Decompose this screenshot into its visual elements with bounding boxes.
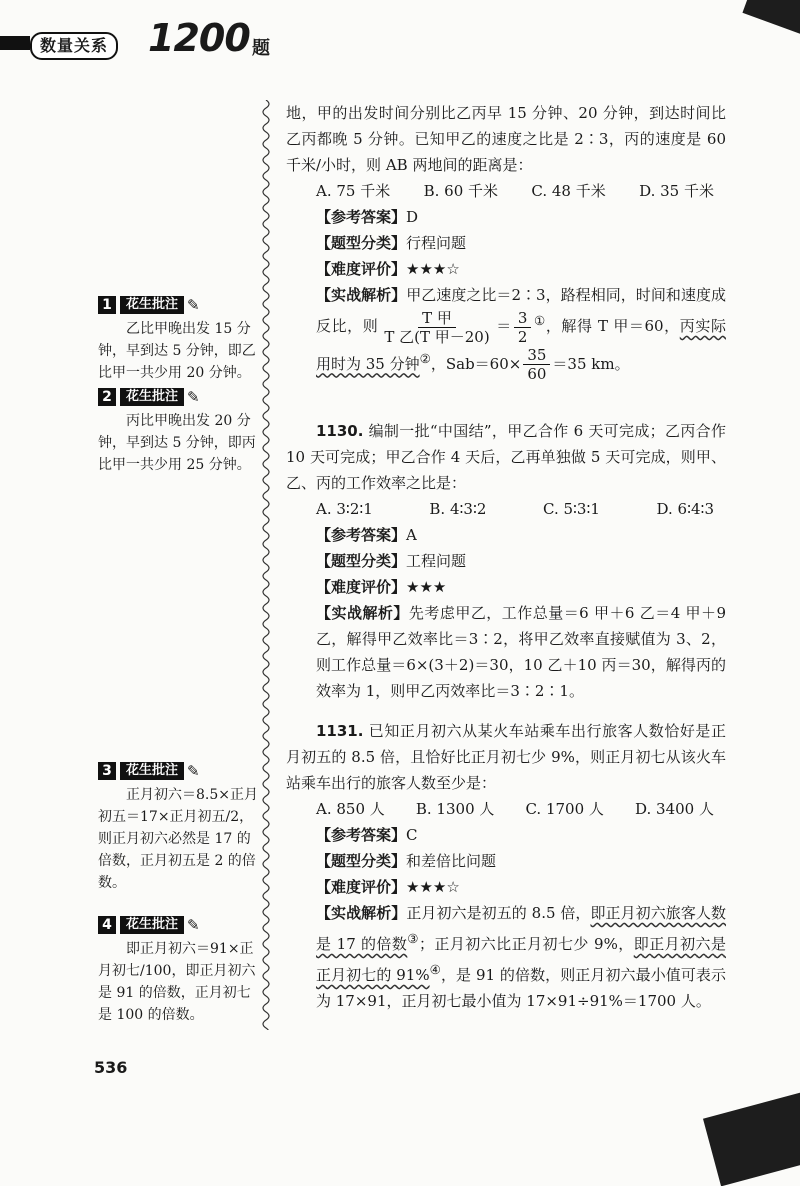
option-d: D. 3400 人 (635, 800, 714, 818)
note-number: 3 (98, 762, 116, 780)
peanut-pen-icon: ✎ (187, 762, 200, 780)
page-bottom-shadow (703, 1088, 800, 1186)
option-c: C. 48 千米 (531, 182, 606, 200)
answer-label: 【参考答案】 (316, 826, 407, 844)
question-text: 已知正月初六从某火车站乘车出行旅客人数恰好是正月初五的 8.5 倍，且恰好比正月初七少 9%，则正月初七从该火车站乘车出行的旅客人数至少是： (286, 722, 726, 792)
answer-label: 【参考答案】 (316, 526, 407, 544)
answer-value: D (406, 208, 419, 226)
question-text: 编制一批“中国结”，甲乙合作 6 天可完成；乙丙合作 10 天可完成；甲乙合作 4 天后，乙再单独做 5 天可完成，则甲、乙、丙的工作效率之比是： (286, 422, 726, 492)
difficulty-row (286, 574, 726, 600)
analysis-wavy: 丙实际用时为 35 分钟 (316, 317, 726, 373)
fraction-distance (523, 346, 550, 383)
note-title: 花生批注 (120, 762, 184, 780)
type-row (286, 848, 726, 874)
type-row (286, 548, 726, 574)
analysis-label: 【实战解析】 (316, 604, 409, 622)
type-label: 【题型分类】 (316, 234, 407, 252)
header-label: 数量关系 (30, 32, 118, 60)
question-1131 (286, 718, 726, 1014)
analysis-text-b: ；正月初六比正月初七少 9%， (418, 935, 634, 953)
fraction-numerator: T 甲 (418, 309, 456, 328)
fraction-denominator: T 乙(T 甲－20) (384, 327, 490, 346)
answer-value: A (406, 526, 417, 544)
question-1130 (286, 418, 726, 704)
sidebar-note-1 (98, 294, 260, 384)
analysis-label: 【实战解析】 (316, 286, 407, 304)
question-number: 1130. (316, 422, 364, 440)
fraction-denominator: 2 (517, 327, 528, 346)
analysis-row: 【实战解析】甲乙速度之比＝2∶3，路程相同，时间和速度成反比，则 $\frac{\text{T 甲}}{\text{T 乙(T 甲－20)}}$ ＝ $\frac{3}{2}$ ①，解得 T 甲＝60，丙实际用时为 35 分钟②，Sab＝60× $\frac{35}{60}$ ＝35 km。 (316, 286, 726, 383)
sidebar-note-4 (98, 914, 260, 1026)
type-label: 【题型分类】 (316, 852, 407, 870)
analysis-label: 【实战解析】 (316, 904, 407, 922)
option-b: B. 4∶3∶2 (429, 500, 487, 518)
note-title: 花生批注 (120, 916, 184, 934)
note-ref-3: ③ (407, 931, 419, 946)
option-c: C. 1700 人 (525, 800, 604, 818)
analysis-wavy-2: 即正月初六是正月初七的 91% (316, 935, 726, 984)
fraction-numerator: 35 (523, 346, 550, 365)
difficulty-label: 【难度评价】 (316, 260, 407, 278)
note-text: 丙比甲晚出发 20 分钟，早到达 5 分钟，即丙比甲一共少用 25 分钟。 (98, 413, 256, 473)
analysis-text-a: 正月初六是初五的 8.5 倍， (406, 904, 591, 922)
analysis-text-a: 甲乙速度之比＝2∶3，路程相同，时间和速度成反比，则 (316, 286, 726, 335)
option-a: A. 3∶2∶1 (316, 500, 373, 518)
option-d: D. 35 千米 (639, 182, 714, 200)
note-number: 4 (98, 916, 116, 934)
note-head (98, 760, 260, 782)
note-ref-4: ④ (429, 962, 441, 977)
fraction-denominator: 60 (527, 365, 547, 383)
question-stem (286, 418, 726, 496)
type-value: 工程问题 (406, 552, 467, 570)
note-head (98, 294, 260, 316)
answer-value: C (406, 826, 418, 844)
type-value: 行程问题 (406, 234, 467, 252)
peanut-pen-icon: ✎ (187, 296, 200, 314)
difficulty-label: 【难度评价】 (316, 578, 407, 596)
column-divider (258, 100, 274, 1030)
difficulty-stars: ★★★ (406, 578, 447, 596)
note-text: 正月初六＝8.5×正月初五＝17×正月初五/2，则正月初六必然是 17 的倍数，正月初五是 2 的倍数。 (98, 787, 258, 891)
analysis-row (286, 600, 726, 704)
type-row (286, 230, 726, 256)
note-title: 花生批注 (120, 388, 184, 406)
analysis-text-b: ，解得 T 甲＝60， (545, 317, 680, 335)
question-1129 (286, 100, 726, 383)
sidebar-note-2 (98, 386, 260, 476)
note-text: 乙比甲晚出发 15 分钟，早到达 5 分钟，即乙比甲一共少用 20 分钟。 (98, 321, 256, 381)
answer-options (286, 496, 726, 522)
option-b: B. 60 千米 (423, 182, 499, 200)
analysis-wavy-1: 即正月初六旅客人数是 17 的倍数 (316, 904, 726, 953)
header-number: 1200 (148, 16, 250, 60)
analysis-text-d: ＝35 km。 (552, 354, 630, 373)
fraction-numerator: 3 (514, 309, 532, 328)
note-text: 即正月初六＝91×正月初七/100，即正月初六是 91 的倍数，正月初七是 100 的倍数。 (98, 941, 256, 1023)
header-bar (0, 36, 30, 50)
analysis-row (286, 900, 726, 1014)
note-head (98, 914, 260, 936)
running-header (0, 12, 330, 60)
option-a: A. 850 人 (316, 800, 385, 818)
option-b: B. 1300 人 (415, 800, 495, 818)
type-value: 和差倍比问题 (406, 852, 497, 870)
answer-options (286, 796, 726, 822)
difficulty-label: 【难度评价】 (316, 878, 407, 896)
difficulty-row (286, 874, 726, 900)
option-d: D. 6∶4∶3 (656, 500, 714, 518)
answer-options (286, 178, 726, 204)
analysis-text: 先考虑甲乙，工作总量＝6 甲＋6 乙＝4 甲＋9 乙，解得甲乙效率比＝3∶2，将甲乙效率直接赋值为 3、2，则工作总量＝6×(3＋2)＝30，10 乙＋10 丙＝30，解得丙的效率为 1，则甲乙丙效率比＝3∶2∶1。 (316, 604, 726, 700)
note-ref-2: ② (419, 350, 431, 366)
answer-row (286, 204, 726, 230)
analysis-text-c: ，Sab＝60× (430, 354, 522, 373)
question-number: 1131. (316, 722, 364, 740)
option-c: C. 5∶3∶1 (543, 500, 600, 518)
peanut-pen-icon: ✎ (187, 916, 200, 934)
page-number: 536 (94, 1058, 128, 1077)
note-number: 2 (98, 388, 116, 406)
question-stem (286, 718, 726, 796)
answer-label: 【参考答案】 (316, 208, 407, 226)
fraction-ratio (514, 309, 532, 346)
note-title: 花生批注 (120, 296, 184, 314)
note-ref-1: ① (533, 313, 546, 328)
option-a: A. 75 千米 (316, 182, 391, 200)
difficulty-stars: ★★★☆ (406, 878, 460, 896)
difficulty-row (286, 256, 726, 282)
question-stem: 地，甲的出发时间分别比乙丙早 15 分钟、20 分钟，到达时间比乙丙都晚 5 分钟。已知甲乙的速度之比是 2∶3，丙的速度是 60 千米/小时，则 AB 两地间的距离是： (286, 104, 726, 174)
note-number: 1 (98, 296, 116, 314)
answer-row (286, 522, 726, 548)
note-head (98, 386, 260, 408)
type-label: 【题型分类】 (316, 552, 407, 570)
difficulty-stars: ★★★☆ (406, 260, 460, 278)
fraction-time (380, 309, 493, 346)
analysis-text-c: ，是 91 的倍数，则正月初六最小值可表示为 17×91，正月初七最小值为 17×91÷91%＝1700 人。 (316, 966, 727, 1010)
header-ti: 题 (252, 38, 270, 59)
page-corner-shadow (742, 0, 800, 44)
answer-row (286, 822, 726, 848)
peanut-pen-icon: ✎ (187, 388, 200, 406)
sidebar-note-3 (98, 760, 260, 894)
